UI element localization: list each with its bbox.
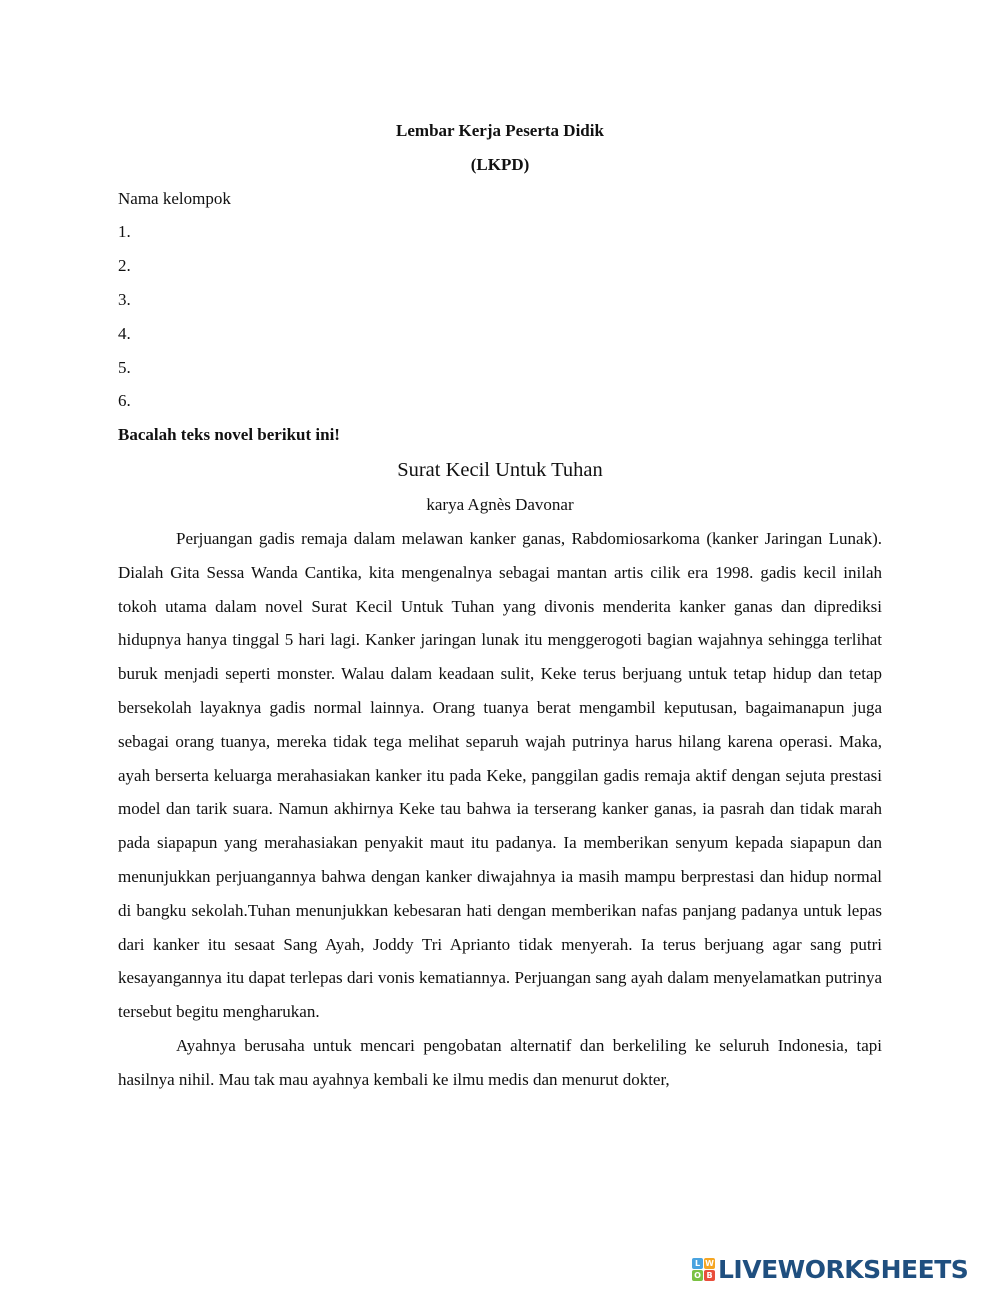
liveworksheets-logo-text: LIVEWORKSHEETS [718, 1254, 969, 1284]
novel-author: karya Agnès Davonar [426, 494, 574, 514]
novel-paragraph-1: Perjuangan gadis remaja dalam melawan kanker ganas, Rabdomiosarkoma (kanker Jaringan Lunak). Dialah Gita Sessa Wanda Cantika, kita mengenalnya sebagai mantan artis cilik era 1998. gadis kecil inilah tokoh utama dalam novel Surat Kecil Untuk Tuhan yang divonis menderita kanker ganas dan diprediksi hidupnya hanya tinggal 5 hari lagi. Kanker jaringan lunak itu menggerogoti bagian wajahnya sehingga terlihat buruk menjadi seperti monster. Walau dalam keadaan sulit, Keke terus berjuang untuk tetap hidup dan tetap bersekolah layaknya gadis normal lainnya. Orang tuanya berat mengambil keputusan, bagaimanapun juga sebagai orang tuanya, mereka tidak tega melihat separuh wajah putrinya harus hilang karena operasi. Maka, ayah berserta keluarga merahasiakan kanker itu pada Keke, panggilan gadis remaja aktif dengan sejuta prestasi model dan tarik suara. Namun akhirnya Keke tau bahwa ia terserang kanker ganas, ia pasrah dan tidak marah pada siapapun yang merahasiakan penyakit maut itu padanya. Ia memberikan senyum kepada siapapun dan menunjukkan perjuangannya bahwa dengan kanker diwajahnya ia masih mampu berprestasi dan hidup normal di bangku sekolah.Tuhan menunjukkan kebesaran hati dengan memberikan nafas panjang padanya untuk lepas dari kanker itu sesaat Sang Ayah, Joddy Tri Aprianto tidak menyerah. Ia terus berjuang agar sang putri kesayangannya itu dapat terlepas dari vonis kematiannya. Perjuangan sang ayah dalam menyelamatkan putrinya tersebut begitu mengharukan. [118, 528, 882, 1022]
group-member-5: 5. [118, 357, 131, 377]
worksheet-title: Lembar Kerja Peserta Didik [396, 121, 604, 140]
group-member-2: 2. [118, 256, 131, 276]
novel-title: Surat Kecil Untuk Tuhan [397, 458, 603, 481]
group-member-3: 3. [118, 289, 131, 309]
liveworksheets-logo [692, 1254, 968, 1284]
group-label: Nama kelompok [118, 188, 231, 208]
group-member-6: 6. [118, 391, 131, 411]
group-member-1: 1. [118, 222, 131, 242]
worksheet-subtitle: (LKPD) [470, 154, 530, 174]
logo-tile-1: L [692, 1258, 703, 1269]
logo-tile-3: O [692, 1270, 703, 1281]
logo-tile-4: B [704, 1270, 715, 1281]
group-member-4: 4. [118, 323, 131, 343]
logo-tile-2: W [705, 1258, 714, 1268]
novel-paragraph-2: Ayahnya berusaha untuk mencari pengobatan alternatif dan berkeliling ke seluruh Indonesia, tapi hasilnya nihil. Mau tak mau ayahnya kembali ke ilmu medis dan menurut dokter, [118, 1035, 882, 1089]
worksheet-page [118, 114, 882, 1097]
liveworksheets-logo-icon [692, 1258, 715, 1281]
instruction-text: Bacalah teks novel berikut ini! [118, 425, 340, 445]
